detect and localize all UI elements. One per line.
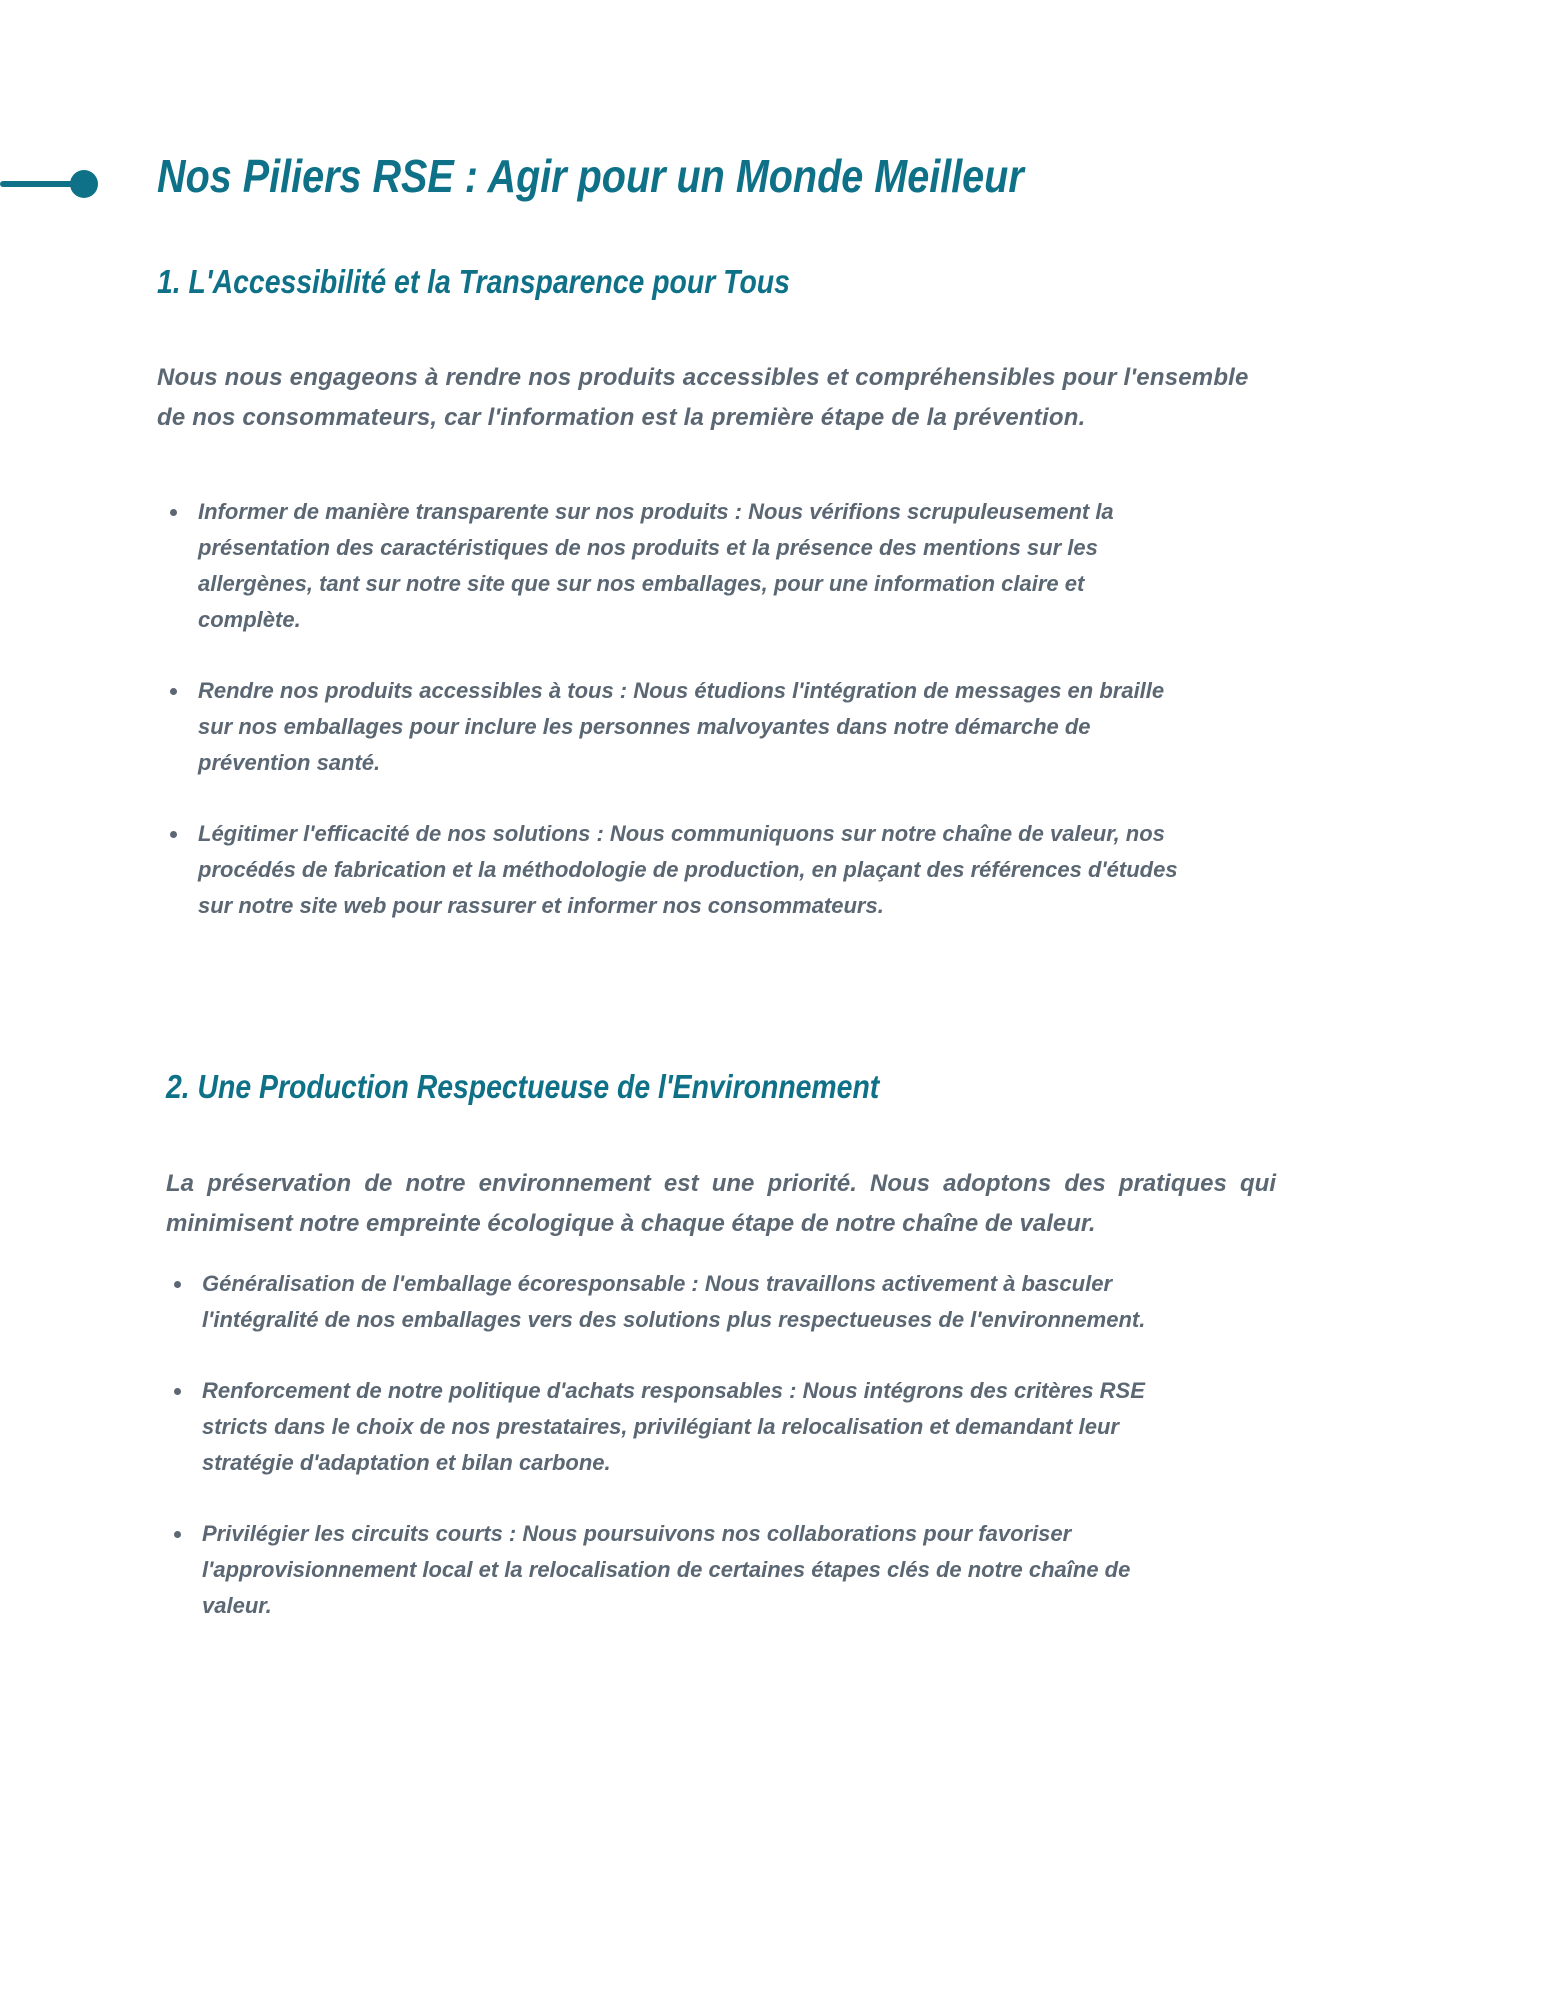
section-intro-environment: La préservation de notre environnement est une priorité. Nous adoptons des pratiques qui minimisent notre empreinte écologique à chaque étape de notre chaîne de valeur. [166, 1170, 1276, 1237]
bullet-list-accessibility [166, 494, 1228, 959]
section-intro-accessibility: Nous nous engageons à rendre nos produits accessibles et compréhensibles pour l'ensemble de nos consommateurs, car l'information est la première étape de la prévention. [157, 364, 1249, 431]
bullet-list-environment [170, 1266, 1232, 1659]
list-item: Rendre nos produits accessibles à tous : Nous étudions l'intégration de messages en braille sur nos emballages pour inclure les personnes malvoyantes dans notre démarche de prévention santé. [198, 673, 1198, 781]
list-item: Renforcement de notre politique d'achats responsables : Nous intégrons des critères RSE stricts dans le choix de nos prestataires, privilégiant la relocalisation et demandant leur stratégie d'adaptation et bilan carbone. [202, 1373, 1202, 1481]
list-item: Légitimer l'efficacité de nos solutions : Nous communiquons sur notre chaîne de valeur, nos procédés de fabrication et la méthodologie de production, en plaçant des références d'études sur notre site web pour rassurer et informer nos consommateurs. [198, 816, 1198, 924]
page-title: Nos Piliers RSE : Agir pour un Monde Meilleur [157, 150, 1024, 202]
section-heading-accessibility: 1. L'Accessibilité et la Transparence pour Tous [157, 263, 790, 300]
section-heading-environment: 2. Une Production Respectueuse de l'Environnement [166, 1068, 880, 1105]
decorative-line [0, 181, 78, 187]
list-item: Informer de manière transparente sur nos produits : Nous vérifions scrupuleusement la présentation des caractéristiques de nos produits et la présence des mentions sur les allergènes, tant sur notre site que sur nos emballages, pour une information claire et complète. [198, 494, 1158, 638]
list-item: Généralisation de l'emballage écoresponsable : Nous travaillons activement à basculer l'intégralité de nos emballages vers des solutions plus respectueuses de l'environnement. [202, 1266, 1162, 1338]
list-item: Privilégier les circuits courts : Nous poursuivons nos collaborations pour favoriser l'approvisionnement local et la relocalisation de certaines étapes clés de notre chaîne de valeur. [202, 1516, 1152, 1624]
decorative-dot [70, 170, 98, 198]
